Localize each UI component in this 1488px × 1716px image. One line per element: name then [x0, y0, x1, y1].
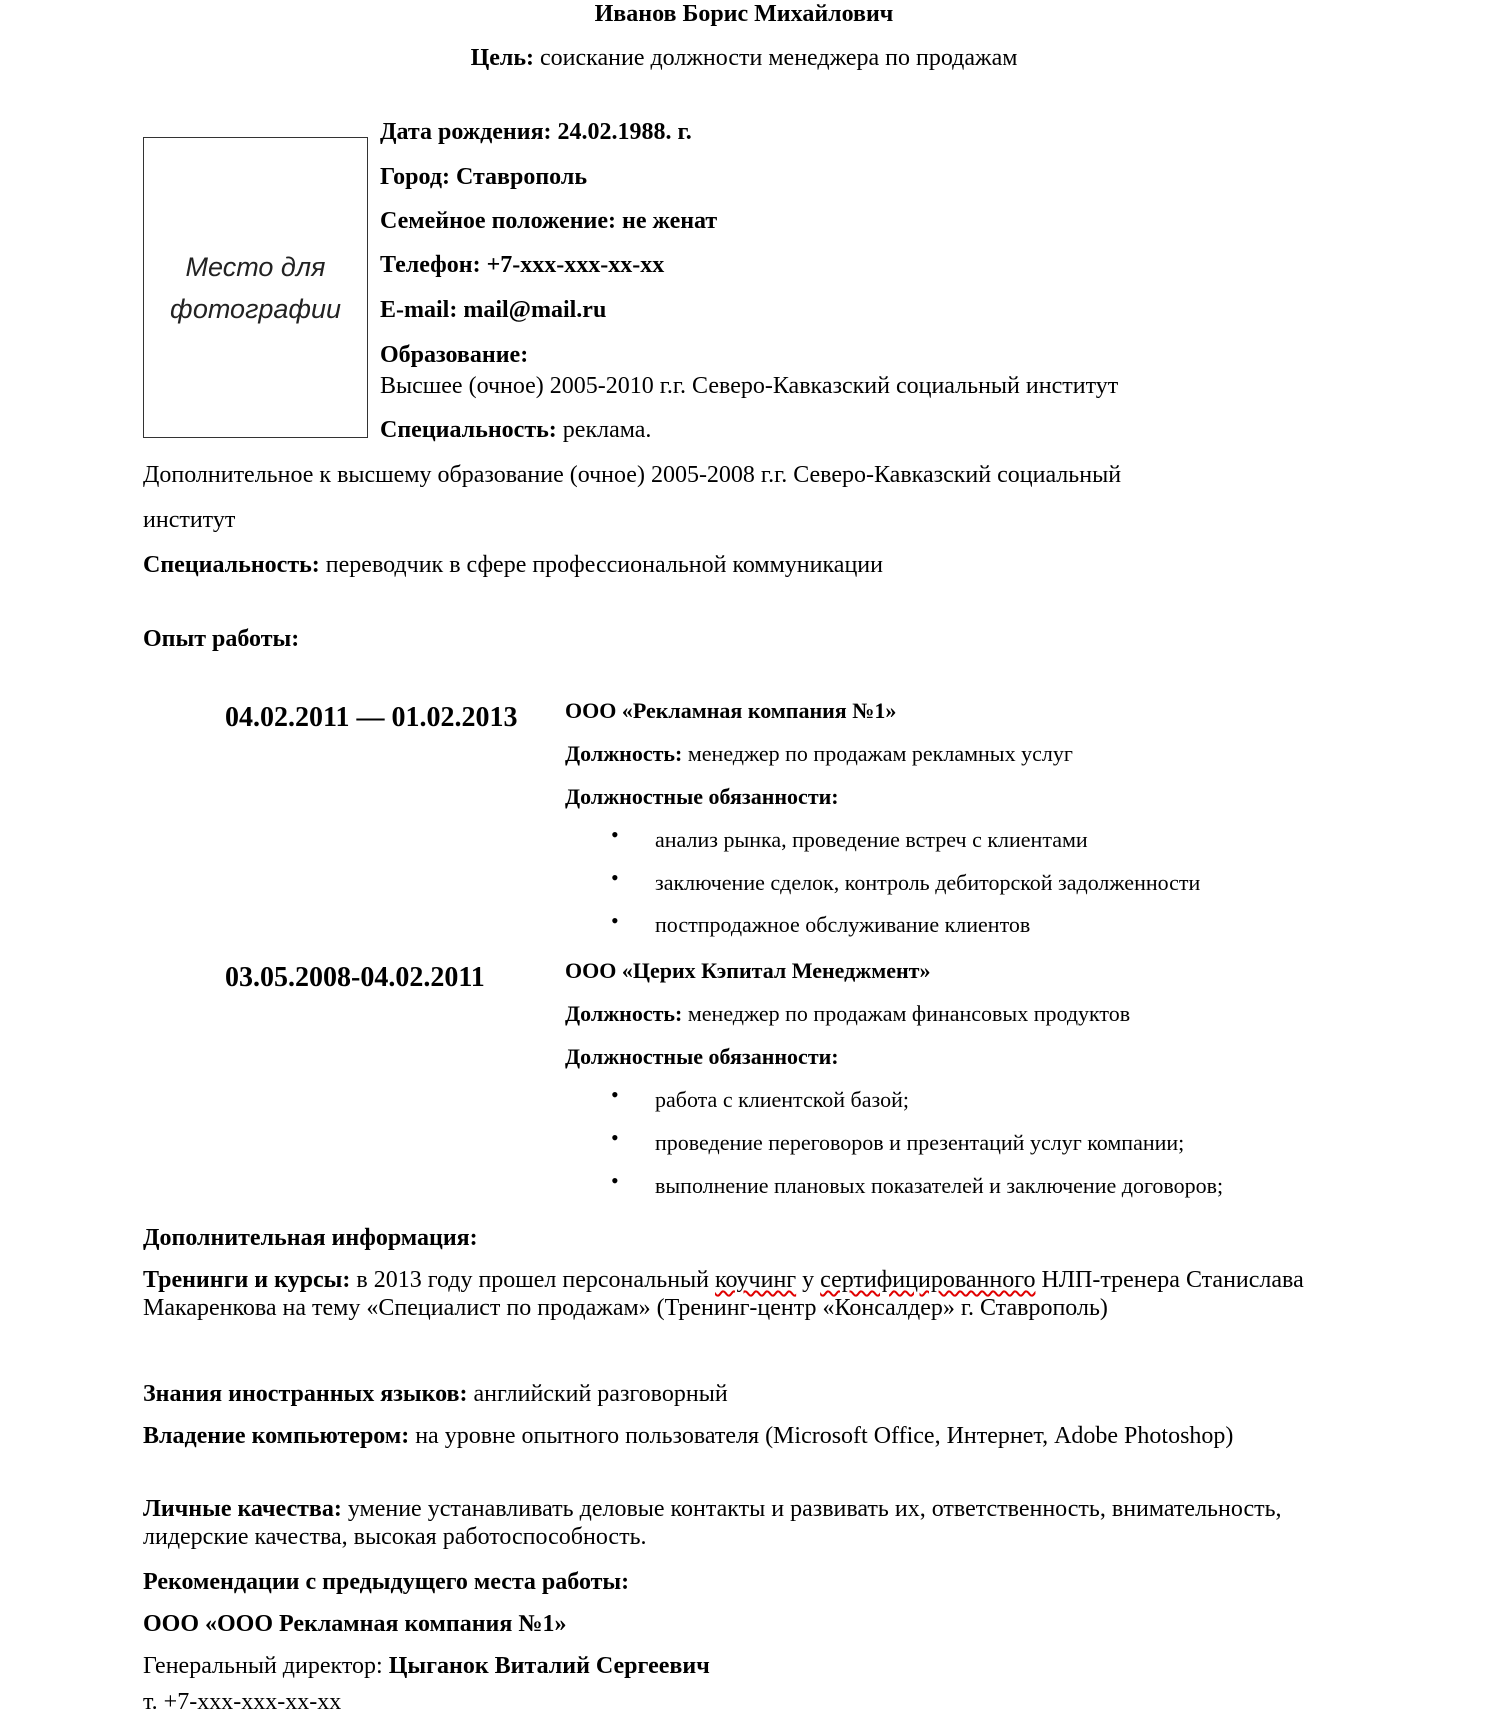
- personal-qualities-value: умение устанавливать деловые контакты и развивать их, ответственность, внимательность, лидерские качества, высокая работоспособность.: [143, 1496, 1282, 1550]
- goal-value: соискание должности менеджера по продажам: [534, 45, 1018, 71]
- job-1-duties-label: Должностные обязанности:: [565, 784, 839, 809]
- job-2-company: ООО «Церих Кэпитал Менеджмент»: [565, 958, 931, 983]
- personal-qualities-label: Личные качества:: [143, 1496, 342, 1522]
- recommendations-company: ООО «ООО Рекламная компания №1»: [143, 1611, 567, 1637]
- job-2-position: [565, 1001, 1130, 1027]
- job-1-position-label: Должность:: [565, 741, 683, 766]
- computer-skills-label: Владение компьютером:: [143, 1423, 410, 1449]
- specialty: [380, 416, 651, 444]
- phone: Телефон: +7-ххх-ххх-хх-хх: [380, 252, 665, 278]
- bullet-icon: •: [611, 908, 619, 933]
- bullet-icon: •: [611, 1082, 619, 1107]
- bullet-icon: •: [611, 822, 619, 847]
- job-1-duty-2: заключение сделок, контроль дебиторской задолженности: [655, 870, 1201, 895]
- photo-placeholder: [143, 137, 368, 438]
- extra-education-line2: институт: [143, 507, 236, 533]
- marital-status: Семейное положение: не женат: [380, 208, 718, 234]
- job-1-period: 04.02.2011 — 01.02.2013: [225, 702, 518, 733]
- city: Город: Ставрополь: [380, 164, 588, 190]
- specialty-value: реклама.: [556, 417, 652, 443]
- birth-date: Дата рождения: 24.02.1988. г.: [380, 119, 692, 145]
- bullet-icon: •: [611, 1125, 619, 1150]
- languages-label: Знания иностранных языков:: [143, 1381, 468, 1407]
- job-1-duty-3: постпродажное обслуживание клиентов: [655, 912, 1031, 937]
- resume-name: Иванов Борис Михайлович: [594, 1, 894, 27]
- trainings-text-1: в 2013 году прошел персональный: [350, 1267, 715, 1293]
- goal-label: Цель:: [470, 45, 535, 71]
- job-1-duty-1: анализ рынка, проведение встреч с клиентами: [655, 827, 1088, 852]
- trainings-label: Тренинги и курсы:: [143, 1267, 351, 1293]
- specialty-2-value: переводчик в сфере профессиональной коммуникации: [319, 552, 883, 578]
- experience-title: Опыт работы:: [143, 626, 300, 652]
- trainings-text-2: у: [796, 1267, 821, 1293]
- extra-education-line1: Дополнительное к высшему образование (очное) 2005-2008 г.г. Северо-Кавказский социальный: [143, 462, 1122, 488]
- bullet-icon: •: [611, 1168, 619, 1193]
- job-2-position-value: менеджер по продажам финансовых продуктов: [682, 1001, 1131, 1026]
- education-value: Высшее (очное) 2005-2010 г.г. Северо-Кавказский социальный институт: [380, 373, 1119, 399]
- director-name: Цыганок Виталий Сергеевич: [388, 1653, 710, 1679]
- job-2-position-label: Должность:: [565, 1001, 683, 1026]
- job-2-duty-3: выполнение плановых показателей и заключение договоров;: [655, 1173, 1224, 1198]
- photo-placeholder-text: Место для фотографии: [169, 251, 342, 324]
- trainings-text-3: НЛП-тренера Станислава Макаренкова на тему «Специалист по продажам» (Тренинг-центр «Консалдер» г. Ставрополь): [143, 1267, 1304, 1321]
- specialty-2-label: Специальность:: [143, 552, 320, 578]
- languages: [143, 1380, 728, 1408]
- bullet-icon: •: [611, 865, 619, 890]
- computer-skills: [143, 1422, 1293, 1450]
- personal-qualities: [143, 1495, 1293, 1551]
- spellcheck-word-certified: сертифицированного: [820, 1267, 1036, 1293]
- trainings: [143, 1266, 1358, 1322]
- spellcheck-word-coaching: коучинг: [715, 1267, 797, 1293]
- computer-skills-value: на уровне опытного пользователя (Microsoft Office, Интернет, Adobe Photoshop): [409, 1423, 1234, 1449]
- resume-goal: [0, 44, 1488, 72]
- job-2-duties-label: Должностные обязанности:: [565, 1044, 839, 1069]
- specialty-label: Специальность:: [380, 417, 557, 443]
- email: E-mail: mail@mail.ru: [380, 297, 607, 323]
- job-1-position: [565, 741, 1073, 767]
- director-label: Генеральный директор:: [143, 1653, 389, 1679]
- recommendations-phone: т. +7-ххх-ххх-хх-хх: [143, 1689, 342, 1715]
- languages-value: английский разговорный: [467, 1381, 728, 1407]
- job-2-period: 03.05.2008-04.02.2011: [225, 962, 485, 993]
- job-1-company: ООО «Рекламная компания №1»: [565, 698, 897, 723]
- job-2-duty-1: работа с клиентской базой;: [655, 1087, 909, 1112]
- additional-title: Дополнительная информация:: [143, 1225, 478, 1251]
- job-2-duty-2: проведение переговоров и презентаций услуг компании;: [655, 1130, 1185, 1155]
- education-label: Образование:: [380, 342, 529, 368]
- recommendations-title: Рекомендации с предыдущего места работы:: [143, 1569, 630, 1595]
- specialty-2: [143, 551, 883, 579]
- job-1-position-value: менеджер по продажам рекламных услуг: [682, 741, 1073, 766]
- recommendations-director: [143, 1652, 710, 1680]
